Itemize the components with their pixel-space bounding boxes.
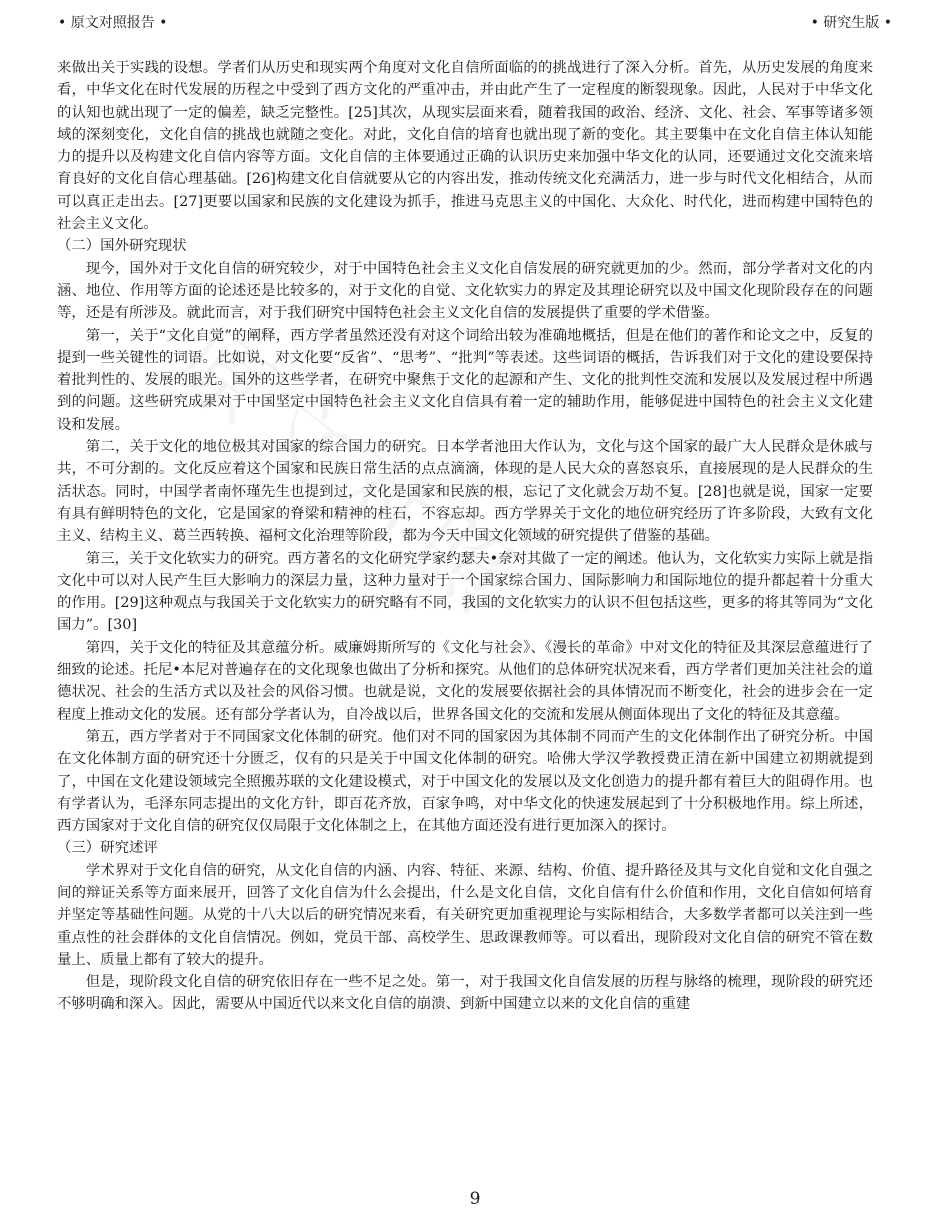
paragraph: 但是，现阶段文化自信的研究依旧存在一些不足之处。第一，对于我国文化自信发展的历程与脉络的梳理，现阶段的研究还不够明确和深入。因此，需要从中国近代以来文化自信的崩溃、到新中国建立以来的文化自信的重建 <box>57 974 873 1013</box>
paragraph: 来做出关于实践的设想。学者们从历史和现实两个角度对文化自信所面临的的挑战进行了深入分析。首先，从历史发展的角度来看，中华文化在时代发展的历程之中受到了西方文化的严重冲击，并由此产生了一定程度的断裂现象。因此，人民对于中华文化的认知也就出现了一定的偏差，缺乏完整性。[25]其次，从现实层面来看，随着我国的政治、经济、文化、社会、军事等诸多领域的深刻变化，文化自信的挑战也就随之变化。对此，文化自信的培育也就出现了新的变化。其主要集中在文化自信主体认知能力的提升以及构建文化自信内容等方面。文化自信的主体要通过正确的认识历史来加强中华文化的认同，还要通过文化交流来培育良好的文化自信心理基础。[26]构建文化自信就要从它的内容出发，推动传统文化充满活力，进一步与时代文化相结合，从而可以真正走出去。[27]更要以国家和民族的文化建设为抓手，推进马克思主义的中国化、大众化、时代化，进而构建中国特色的社会主义文化。 <box>57 60 873 233</box>
paragraph: 第三，关于文化软实力的研究。西方著名的文化研究学家约瑟夫•奈对其做了一定的阐述。他认为，文化软实力实际上就是指文化中可以对人民产生巨大影响力的深层力量，这种力量对于一个国家综合国力、国际影响力和国际地位的提升都起着十分重大的作用。[29]这种观点与我国关于文化软实力的研究略有不同，我国的文化软实力的认识不但包括这些，更多的将其等同为“文化国力”。[30] <box>57 550 873 634</box>
paragraph: 第五，西方学者对于不同国家文化体制的研究。他们对不同的国家因为其体制不同而产生的文化体制作出了研究分析。中国在文化体制方面的研究还十分匮乏，仅有的只是关于中国文化体制的研究。哈佛大学汉学教授费正清在新中国建立初期就提到了，中国在文化建设领域完全照搬苏联的文化建设模式，对于中国文化的发展以及文化创造力的提升都有着巨大的阻碍作用。也有学者认为，毛泽东同志提出的文化方针，即百花齐放，百家争鸣，对中华文化的快速发展起到了十分积极地作用。综上所述，西方国家对于文化自信的研究仅仅局限于文化体制之上，在其他方面还没有进行更加深入的探讨。 <box>57 728 873 835</box>
section-heading-research-review: （三）研究述评 <box>57 840 158 857</box>
page-header <box>0 0 950 40</box>
paragraph: 学术界对于文化自信的研究，从文化自信的内涵、内容、特征、来源、结构、价值、提升路径及其与文化自觉和文化自强之间的辩证关系等方面来展开，回答了文化自信为什么会提出，什么是文化自信，文化自信有什么价值和作用，文化自信如何培育并坚定等基础性问题。从党的十八大以后的研究情况来看，有关研究更加重视理论与实际相结合，大多数学者都可以关注到一些重点性的社会群体的文化自信情况。例如，党员干部、高校学生、思政课教师等。可以看出，现阶段对文化自信的研究不管在数量上、质量上都有了较大的提升。 <box>57 862 873 968</box>
paragraph: 第一，关于“文化自觉”的阐释，西方学者虽然还没有对这个词给出较为准确地概括，但是在他们的著作和论文之中，反复的提到一些关键性的词语。比如说，对文化要“反省”、“思考”、“批判”等表述。这些词语的概括，告诉我们对于文化的建设要保持着批判性的、发展的眼光。国外的这些学者，在研究中聚焦于文化的起源和产生、文化的批判性交流和发展以及发展过程中所遇到的问题。这些研究成果对于中国坚定中国特色社会主义文化自信具有着一定的辅助作用，能够促进中国特色的社会主义文化建设和发展。 <box>57 327 873 433</box>
paragraph: 现今，国外对于文化自信的研究较少，对于中国特色社会主义文化自信发展的研究就更加的少。然而，部分学者对文化的内涵、地位、作用等方面的论述还是比较多的，对于文化的自觉、文化软实力的界定及其理论研究以及中国文化现阶段存在的问题等，还是有所涉及。就此而言，对于我们研究中国特色社会主义文化自信的发展提供了重要的学术借鉴。 <box>57 260 873 322</box>
document-body <box>57 57 873 1016</box>
header-left-label: • 原文对照报告 • <box>58 15 168 31</box>
paragraph: 第四，关于文化的特征及其意蕴分析。威廉姆斯所写的《文化与社会》、《漫长的革命》中对文化的特征及其深层意蕴进行了细致的论述。托尼•本尼对普遍存在的文化现象也做出了分析和探究。从他们的总体研究状况来看，西方学者们更加关注社会的道德状况、社会的生活方式以及社会的风俗习惯。也就是说，文化的发展要依据社会的具体情况而不断变化，社会的进步会在一定程度上推动文化的发展。还有部分学者认为，自冷战以后，世界各国文化的交流和发展从侧面体现出了文化的特征及其意蕴。 <box>57 639 873 723</box>
page-number: 9 <box>469 1189 481 1209</box>
header-right-label: • 研究生版 • <box>810 15 892 31</box>
section-heading-foreign-research: （二）国外研究现状 <box>57 238 187 255</box>
paragraph: 第二，关于文化的地位极其对国家的综合国力的研究。日本学者池田大作认为，文化与这个国家的最广大人民群众是休戚与共，不可分割的。文化反应着这个国家和民族日常生活的点点滴滴，体现的是人民大众的喜怒哀乐，直接展现的是人民群众的生活状态。同时，中国学者南怀瑾先生也提到过，文化是国家和民族的根，忘记了文化就会万劫不复。[28]也就是说，国家一定要有具有鲜明特色的文化，它是国家的脊梁和精神的柱石，不容忘却。西方学界关于文化的地位研究经历了许多阶段，大致有文化主义、结构主义、葛兰西转换、福柯文化治理等阶段，都为今天中国文化领域的研究提供了借鉴的基础。 <box>57 439 873 545</box>
